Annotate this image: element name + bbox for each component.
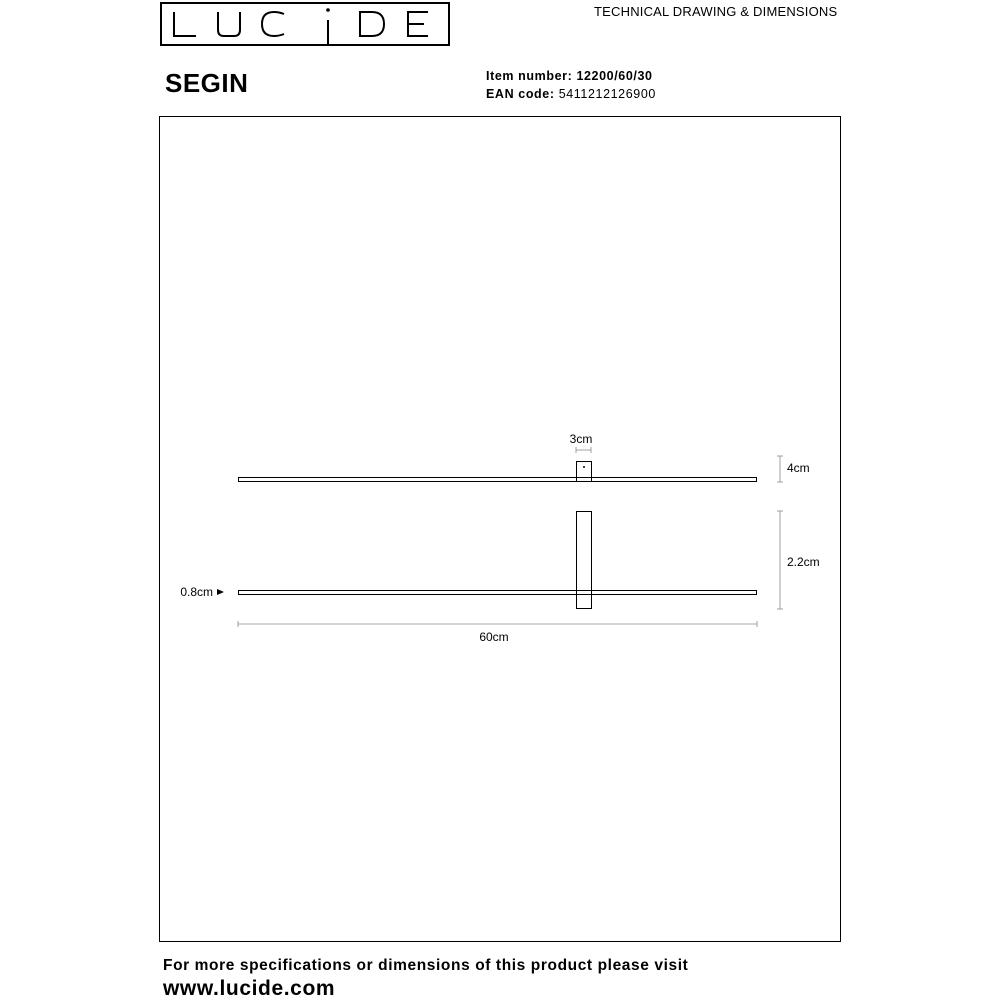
dim-label-top-depth: 4cm (787, 461, 810, 475)
ean-value: 5411212126900 (558, 87, 656, 101)
document-type: TECHNICAL DRAWING & DIMENSIONS (594, 4, 838, 19)
side-view-wall-plate (577, 512, 592, 609)
dim-label-length: 60cm (479, 630, 509, 644)
bracket-screw-mark (583, 466, 585, 468)
side-view-bar (239, 591, 757, 595)
dim-label-bracket-width: 3cm (569, 432, 593, 446)
dim-label-side-height: 2.2cm (787, 555, 820, 569)
top-view-bar (239, 478, 757, 482)
ean-label: EAN code: (486, 87, 555, 101)
footer-info-text: For more specifications or dimensions of this product please visit (163, 957, 689, 974)
footer-website-link[interactable]: www.lucide.com (163, 977, 336, 1000)
item-number-value: 12200/60/30 (576, 69, 653, 83)
item-number-label: Item number: (486, 69, 573, 83)
product-name: SEGIN (165, 68, 249, 98)
bar-height-arrow-icon (217, 589, 224, 595)
top-view-bracket (577, 462, 592, 482)
dim-label-bar-height: 0.8cm (180, 585, 213, 599)
